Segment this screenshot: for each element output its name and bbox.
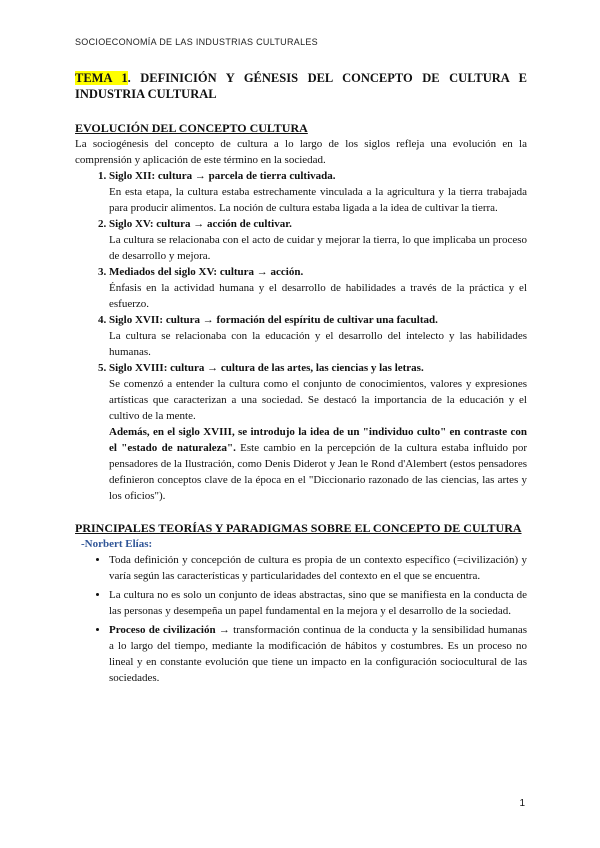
list-item-heading: 2. Siglo XV: cultura → acción de cultivar. [109, 218, 292, 230]
document-title [75, 70, 527, 102]
list-item-extra [109, 424, 527, 504]
bullet-item [109, 587, 527, 619]
list-item [109, 216, 527, 264]
bullet-text: Toda definición y concepción de cultura es propia de un contexto específico (=civilización) y varía según las características y particularidades del contexto en el que se encuentra. [109, 554, 527, 582]
extra-text: Este cambio en la percepción de la cultura estaba influido por pensadores de la Ilustración, como Denis Diderot y Jean le Rond d'Alembert (estos pensadores definieron conceptos clave de la época en el "Diccionario razonado de las ciencias, las artes y los oficios"). [109, 442, 527, 502]
elias-bullet-list [75, 552, 527, 686]
page-number: 1 [519, 798, 525, 809]
list-item-body: La cultura se relacionaba con la educación y el desarrollo del intelecto y las habilidades humanas. [109, 330, 527, 358]
section-heading-evolucion: EVOLUCIÓN DEL CONCEPTO CULTURA [75, 121, 308, 135]
list-item [109, 264, 527, 312]
title-text: . DEFINICIÓN Y GÉNESIS DEL CONCEPTO DE CULTURA E INDUSTRIA CULTURAL [75, 71, 528, 101]
bullet-item [109, 622, 527, 686]
list-item-heading: 5. Siglo XVIII: cultura → cultura de las artes, las ciencias y las letras. [109, 362, 424, 374]
bullet-item [109, 552, 527, 584]
list-item-heading: 3. Mediados del siglo XV: cultura → acción. [109, 266, 304, 278]
century-list [75, 168, 527, 504]
list-item-body: La cultura se relacionaba con el acto de cuidar y mejorar la tierra, lo que implicaba un proceso de desarrollo y mejora. [109, 234, 527, 262]
section-intro: La sociogénesis del concepto de cultura a lo largo de los siglos refleja una evolución en la comprensión y aplicación de este término en la sociedad. [75, 138, 527, 166]
list-item [109, 360, 527, 504]
list-item-body: En esta etapa, la cultura estaba estrechamente vinculada a la agricultura y la tierra trabajada para producir alimentos. La noción de cultura estaba ligada a la idea de cultivar la tierra. [109, 186, 527, 214]
list-item-body: Énfasis en la actividad humana y el desarrollo de habilidades a través de la práctica y el esfuerzo. [109, 282, 527, 310]
list-item [109, 168, 527, 216]
title-label-highlight: TEMA 1 [75, 71, 128, 85]
extra-bold-text: Además, en el siglo XVIII, se introdujo la idea de un "individuo culto" en contraste con el "estado de naturaleza". [109, 426, 527, 454]
bullet-text: → transformación continua de la conducta y la sensibilidad humanas a lo largo del tiempo, mediante la modificación de hábitos y costumbres. Es un proceso no lineal y en constante evolución que tiene un impacto en la configuración sociocultural de las sociedades. [109, 624, 528, 684]
author-subheading: -Norbert Elías: [81, 538, 153, 550]
list-item [109, 312, 527, 360]
bullet-text: La cultura no es solo un conjunto de ideas abstractas, sino que se manifiesta en la conducta de las personas y desempeña un papel fundamental en la mejora y el desarrollo de la sociedad. [109, 589, 527, 617]
page-content [75, 70, 527, 689]
bullet-bold-term: Proceso de civilización [109, 624, 216, 636]
list-item-body: Se comenzó a entender la cultura como el conjunto de conocimientos, valores y expresiones artísticas que caracterizan a una sociedad. Se destacó la importancia de la educación y el cultivo de la mente. [109, 378, 527, 422]
list-item-heading: 1. Siglo XII: cultura → parcela de tierra cultivada. [109, 170, 336, 182]
section-heading-teorias: PRINCIPALES TEORÍAS Y PARADIGMAS SOBRE EL CONCEPTO DE CULTURA [75, 521, 522, 535]
running-header: SOCIOECONOMÍA DE LAS INDUSTRIAS CULTURALES [75, 37, 318, 47]
list-item-heading: 4. Siglo XVII: cultura → formación del espíritu de cultivar una facultad. [109, 314, 438, 326]
